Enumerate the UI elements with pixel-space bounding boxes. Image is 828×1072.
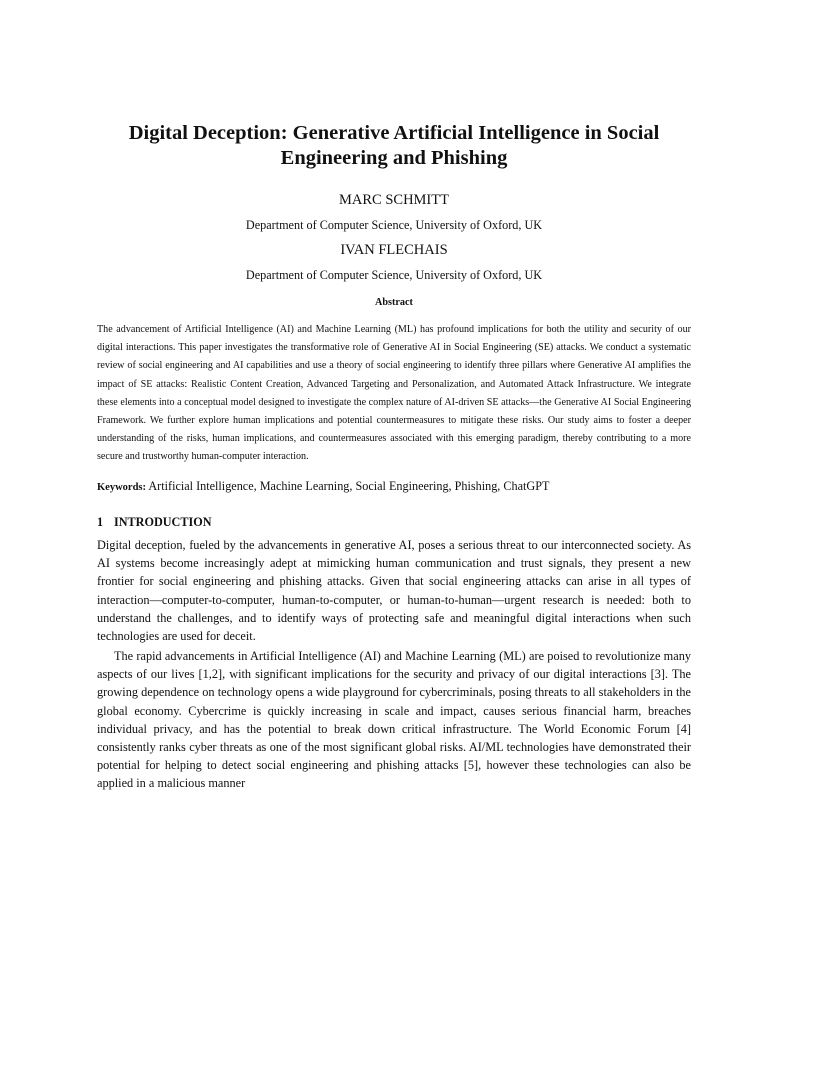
section-number: 1: [97, 515, 104, 529]
author-name-2: IVAN FLECHAIS: [340, 242, 448, 258]
abstract-heading: Abstract: [375, 297, 413, 308]
author-affiliation-2: Department of Computer Science, University of Oxford, UK: [245, 268, 543, 282]
author-name-1: MARC SCHMITT: [339, 192, 449, 208]
body-paragraph-1: Digital deception, fueled by the advancements in generative AI, poses a serious threat to our interconnected society. As AI systems become increasingly adept at mimicking human communication and trust signals, they present a new frontier for social engineering and phishing attacks. Given that social engineering attacks can arise in all types of interaction—computer-to-computer, human-to-computer, or human-to-human—urgent research is needed: both to understand the challenges, and to identify ways of protecting safe and meaningful digital interactions when such technologies are used for deceit.: [97, 538, 691, 644]
keywords-line: [97, 478, 691, 496]
abstract-text: The advancement of Artificial Intelligence (AI) and Machine Learning (ML) has profound implications for both the utility and security of our digital interactions. This paper investigates the transformative role of Generative AI in Social Engineering (SE) attacks. We conduct a systematic review of social engineering and AI capabilities and use a theory of social engineering to identify three pillars where Generative AI amplifies the impact of SE attacks: Realistic Content Creation, Advanced Targeting and Personalization, and Automated Attack Infrastructure. We integrate these elements into a conceptual model designed to investigate the complex nature of AI-driven SE attacks—the Generative AI Social Engineering Framework. We further explore human implications and potential countermeasures to mitigate these risks. Our study aims to foster a deeper understanding of the risks, human implications, and countermeasures associated with this emerging paradigm, thereby contributing to a more secure and trustworthy human-computer interaction.: [97, 324, 691, 463]
author-affiliation-1: Department of Computer Science, University of Oxford, UK: [245, 218, 543, 232]
section-heading: [97, 514, 691, 530]
paper-title: Digital Deception: Generative Artificial Intelligence in Social Engineering and Phishing: [128, 122, 660, 169]
keywords-label: Keywords:: [97, 482, 146, 493]
keywords-list: Artificial Intelligence, Machine Learning, Social Engineering, Phishing, ChatGPT: [148, 479, 550, 493]
body-paragraph-2: The rapid advancements in Artificial Intelligence (AI) and Machine Learning (ML) are poised to revolutionize many aspects of our lives [1,2], with significant implications for the security and privacy of our digital interactions [3]. The growing dependence on technology opens a wide playground for cybercriminals, posing threats to all stakeholders in the global economy. Cybercrime is quickly increasing in scale and impact, causes serious financial harm, breaches individual privacy, and has the potential to break down critical infrastructure. The World Economic Forum [4] consistently ranks cyber threats as one of the most significant global risks. AI/ML technologies have demonstrated their potential for helping to detect social engineering and phishing attacks [5], however these technologies can also be applied in a malicious manner: [97, 649, 691, 791]
section-title: INTRODUCTION: [114, 515, 212, 529]
